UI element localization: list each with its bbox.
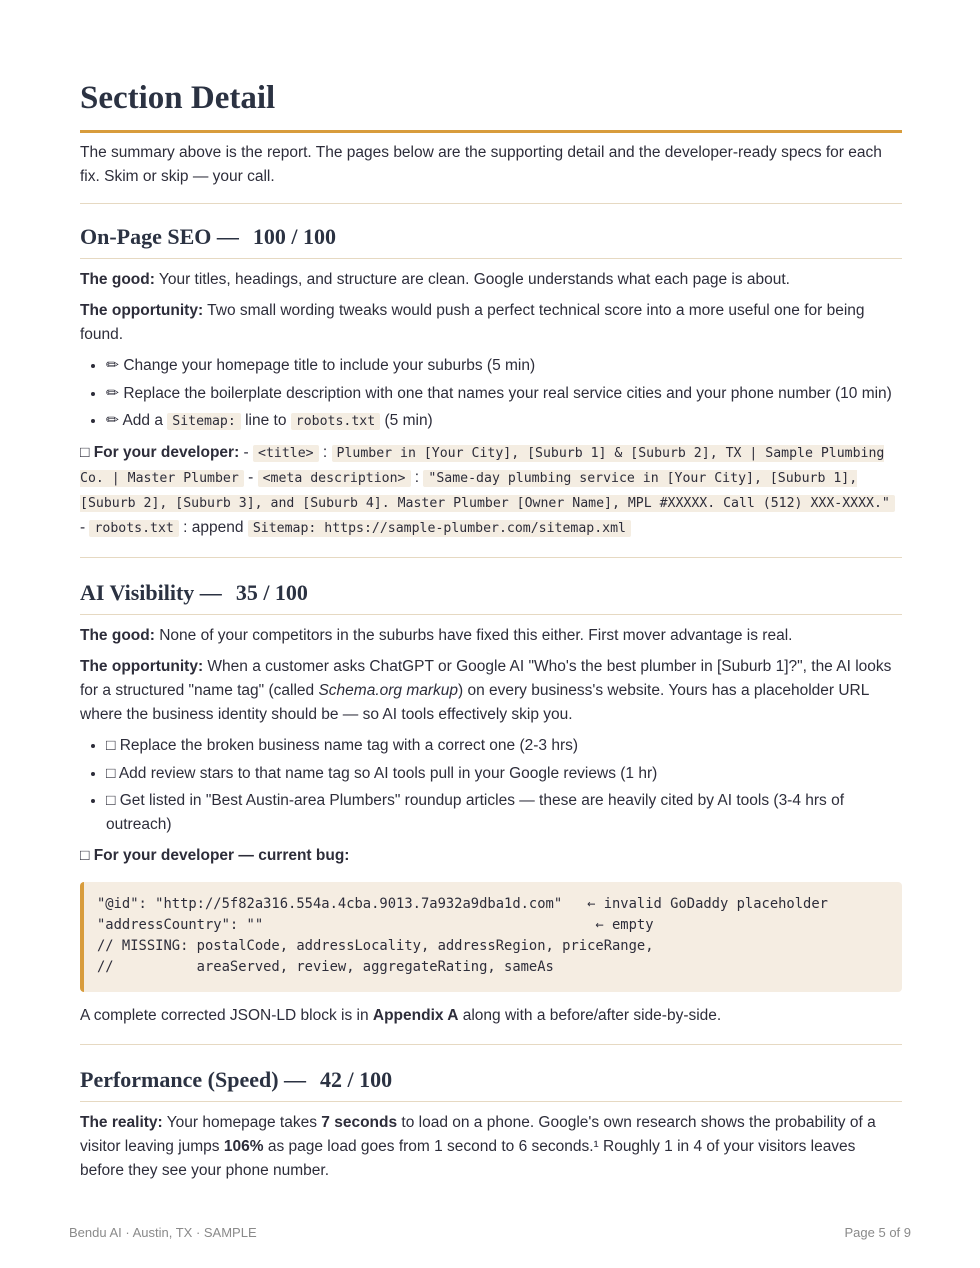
pencil-icon: ✏ (106, 357, 119, 374)
reality-text: Your homepage takes (162, 1114, 322, 1131)
pencil-icon: ✏ (106, 384, 119, 402)
separator: - (239, 444, 254, 461)
footer-brand: Bendu AI · Austin, TX · SAMPLE (69, 1225, 257, 1240)
performance-heading (80, 1065, 902, 1102)
appendix-text: A complete corrected JSON-LD block is in (80, 1007, 373, 1024)
separator: - (243, 469, 258, 486)
good-label: The good: (80, 627, 155, 644)
inline-code: robots.txt (89, 520, 178, 537)
pencil-icon: ✏ (106, 412, 119, 429)
list-item-text: line to (240, 412, 291, 429)
inline-code: robots.txt (291, 413, 380, 430)
action-list (80, 734, 902, 837)
inline-code: Sitemap: https://sample-plumber.com/sitemap.xml (248, 520, 631, 537)
intro-paragraph: The summary above is the report. The pages below are the supporting detail and the developer-ready specs for each fix. Skim or skip — your call. (80, 141, 902, 204)
list-item (106, 354, 902, 378)
reality-text: to load on a phone. Google's own research shows the probability of a visitor leaving jumps (80, 1114, 876, 1155)
good-paragraph (80, 268, 902, 292)
separator: - (80, 519, 90, 536)
list-item (106, 789, 902, 837)
checkbox-icon: □ (106, 764, 116, 782)
developer-label: For your developer — current bug: (93, 847, 350, 864)
clipboard-icon: □ (80, 444, 90, 461)
checkbox-icon: □ (106, 792, 116, 809)
developer-label: For your developer: (93, 444, 240, 461)
list-item-text: Add review stars to that name tag so AI tools pull in your Google reviews (1 hr) (118, 764, 658, 782)
onpage-seo-section (80, 222, 902, 558)
opportunity-label: The opportunity: (80, 302, 204, 319)
separator: : (318, 444, 332, 461)
section-score: 35 / 100 (235, 580, 308, 605)
list-item (106, 382, 902, 406)
list-item-text: Replace the boilerplate description with one that names your real service cities and your phone number (10 min) (123, 384, 892, 402)
action-list (80, 354, 902, 434)
section-name: AI Visibility — (80, 580, 222, 605)
inline-code: Plumber in [Your City], [Suburb 1] & [Suburb 2], TX | Sample Plumbing Co. | Master Plumber (80, 446, 885, 486)
opportunity-text: ) on every business's website. Yours has a placeholder URL where the business identity should be — so AI tools effectively skip you. (80, 682, 869, 723)
list-item (106, 409, 902, 434)
list-item-text: Change your homepage title to include your suburbs (5 min) (123, 357, 536, 374)
section-name: Performance (Speed) — (80, 1067, 307, 1092)
separator: : (410, 469, 424, 486)
appendix-link-text: Appendix A (372, 1007, 459, 1024)
good-text: None of your competitors in the suburbs have fixed this either. First mover advantage is real. (154, 627, 793, 644)
reality-text: as page load goes from 1 second to 6 seconds.¹ Roughly 1 in 4 of your visitors leaves before they see your phone number. (80, 1138, 856, 1179)
reality-paragraph (80, 1111, 902, 1183)
opportunity-paragraph (80, 655, 902, 727)
separator: : append (178, 519, 248, 536)
inline-code: <title> (253, 445, 319, 462)
page-title: Section Detail (80, 78, 902, 133)
emphasis: Schema.org markup (318, 682, 459, 699)
opportunity-text: Two small wording tweaks would push a perfect technical score into a more useful one for being found. (80, 302, 865, 343)
list-item-text: (5 min) (380, 412, 433, 429)
inline-code: "Same-day plumbing service in [Your City], [Suburb 1], [Suburb 2], [Suburb 3], and [Suburb 4]. Master Plumber [Owner Name], MPL #XXXXX. Call (512) XXX-XXXX." (80, 470, 895, 512)
good-label: The good: (80, 271, 155, 288)
onpage-seo-heading (80, 222, 902, 259)
section-score: 42 / 100 (320, 1067, 393, 1092)
developer-bug-label (80, 844, 902, 868)
opportunity-paragraph (80, 299, 902, 347)
reality-emphasis: 7 seconds (321, 1114, 398, 1131)
ai-visibility-heading (80, 578, 902, 615)
performance-section (80, 1065, 902, 1183)
inline-code: <meta description> (258, 470, 411, 487)
good-text: Your titles, headings, and structure are clean. Google understands what each page is about. (154, 271, 790, 288)
appendix-text: along with a before/after side-by-side. (458, 1007, 722, 1024)
opportunity-label: The opportunity: (80, 658, 204, 675)
opportunity-text: When a customer asks ChatGPT or Google AI "Who's the best plumber in [Suburb 1]?", the AI looks for a structured "name tag" (called (80, 658, 892, 699)
checkbox-icon: □ (106, 737, 116, 754)
footer-page-number: Page 5 of 9 (844, 1225, 911, 1240)
inline-code: Sitemap: (167, 413, 241, 430)
list-item-text: Replace the broken business name tag with a correct one (2-3 hrs) (119, 737, 579, 754)
report-page (80, 78, 902, 1183)
good-paragraph (80, 624, 902, 648)
reality-emphasis: 106% (223, 1138, 264, 1155)
appendix-note (80, 1004, 902, 1045)
list-item-text: Get listed in "Best Austin-area Plumbers" roundup articles — these are heavily cited by AI tools (3-4 hrs of outreach) (106, 792, 845, 833)
list-item (106, 734, 902, 758)
list-item (106, 762, 902, 786)
section-score: 100 / 100 (252, 224, 337, 249)
developer-spec (80, 441, 902, 558)
reality-label: The reality: (80, 1114, 163, 1131)
ai-visibility-section (80, 578, 902, 1045)
section-name: On-Page SEO — (80, 224, 239, 249)
list-item-text: Add a (122, 412, 168, 429)
clipboard-icon: □ (80, 847, 90, 864)
code-block: "@id": "http://5f82a316.554a.4cba.9013.7a932a9dba1d.com" ← invalid GoDaddy placeholder "addressCountry": "" ← empty // MISSING: postalCode, addressLocality, addressRegion, priceRange, // areaServed, review, aggregateRating, sameAs (80, 882, 902, 992)
